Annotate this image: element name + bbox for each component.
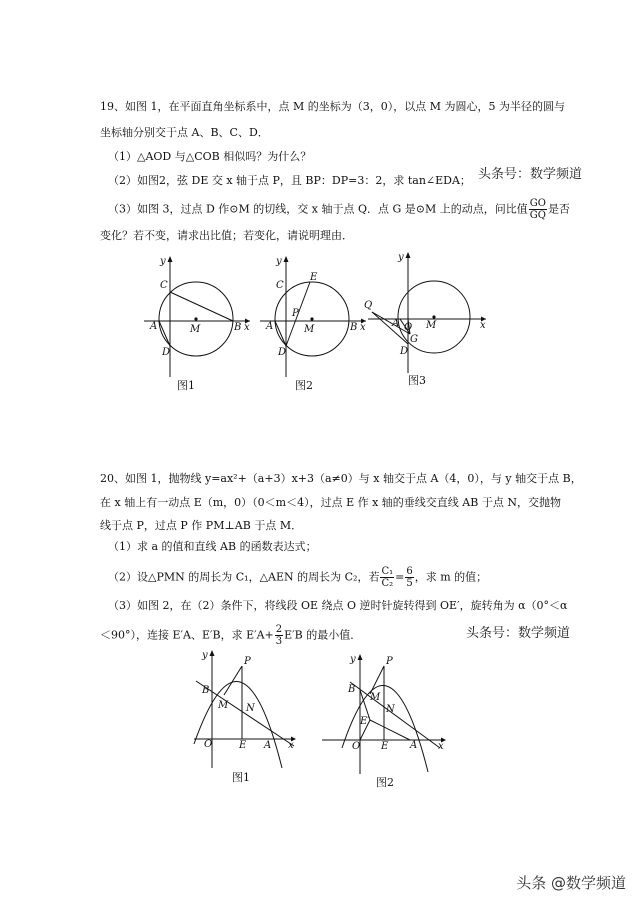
q20-value-denominator: 5 [406,578,413,589]
segment-e-prime-a [370,720,410,740]
label-y: y [276,256,282,267]
y-axis-arrow [406,252,411,258]
y-axis-arrow [168,256,173,262]
q19-fig1-caption: 图1 [177,379,195,392]
label-m: M [190,324,201,335]
label-y: y [202,650,208,661]
label-q: Q [364,300,373,311]
point-m [432,315,435,318]
footer-watermark: 头条 @数学频道 [516,874,626,892]
q20-value-ratio [405,566,413,589]
label-x: x [360,322,366,333]
label-y: y [398,252,404,263]
q20-watermark: 头条号：数学频道 [466,626,571,641]
q20-fig1-caption: 图1 [232,771,250,784]
label-m: M [426,320,437,331]
q20-line1: 20、如图 1，抛物线 y=ax²+（a+3）x+3（a≠0）与 x 轴交于点 A（4，0），与 y 轴交于点 B， [100,472,582,485]
label-n: N [386,704,395,715]
parabola [342,686,428,772]
label-x: x [480,320,486,331]
q19-ratio-numerator: GO [529,198,546,209]
label-b: B [234,322,242,333]
label-b: B [202,685,210,696]
tangent-qd [372,312,408,344]
q20-part2 [108,566,487,589]
y-axis-arrow [284,256,289,262]
q20-coefficient-denominator: 3 [275,636,283,647]
label-m: M [218,700,229,711]
segment-pm [224,666,242,695]
label-e-prime: E′ [360,716,370,727]
y-axis-arrow [358,654,363,660]
y-axis-arrow [210,650,215,656]
q20-fig2-caption: 图2 [376,776,394,789]
label-o: O [404,322,413,333]
line-ab [196,681,294,746]
label-d: D [278,347,287,358]
q20-line7 [100,624,361,647]
q20-coefficient-numerator: 2 [275,624,283,635]
label-a: A [150,321,158,332]
label-e: E [381,741,389,752]
q20-c-ratio-denominator: C₂ [381,578,394,589]
q19-figure3 [362,248,492,378]
q20-figure2 [320,652,450,777]
label-y: y [160,256,166,267]
segment-ad [275,321,286,346]
q19-fig2-caption: 图2 [295,379,313,392]
label-p: P [386,656,393,667]
label-a: A [264,740,272,751]
segment-cb [170,292,233,321]
point-m [194,317,197,320]
q19-line1: 19、如图 1，在平面直角坐标系中，点 M 的坐标为（3，0），以点 M 为圆心，5 为半径的圆与 [100,100,565,113]
q20-equals: = [395,570,405,584]
q19-figure1 [142,252,252,382]
label-p: P [244,656,251,667]
q19-ratio-denominator: GQ [529,210,546,221]
q20-coefficient [275,624,283,647]
label-a: A [392,318,400,329]
q20-line2: 在 x 轴上有一动点 E（m，0）（0＜m＜4），过点 E 作 x 轴的垂线交直线 AB 于点 N，交抛物 [100,496,561,509]
q20-line7-text-b: E′B 的最小值． [284,628,362,642]
label-g: G [410,334,418,345]
q20-part3: （3）如图 2，在（2）条件下，将线段 OE 绕点 O 逆时针旋转得到 OE′，旋转角为 α（0°＜α [108,599,568,612]
label-b: B [350,322,358,333]
q20-line3: 线于点 P，过点 P 作 PM⊥AB 于点 M． [100,519,303,532]
q20-value-numerator: 6 [406,566,413,577]
label-y: y [350,654,356,665]
label-p: P [292,308,299,319]
q20-part2-text-a: （2）设△PMN 的周长为 C₁，△AEN 的周长为 C₂，若 [108,570,380,584]
q19-line6: 变化？若不变，请求出比值；若变化，请说明理由． [100,229,353,242]
label-x: x [438,741,444,752]
label-e: E [310,272,318,283]
q19-ratio-fraction [529,198,547,221]
q19-fig3-caption: 图3 [408,374,426,387]
label-c: C [160,280,168,291]
label-a: A [266,321,274,332]
point-m [310,317,313,320]
label-n: N [246,703,255,714]
q19-part1: （1）△AOD 与△COB 相似吗？为什么？ [108,150,312,163]
q20-figure1 [190,648,300,773]
q19-part2: （2）如图2，弦 DE 交 x 轴于点 P，且 BP：DP=3：2，求 tan∠EDA； [108,174,471,187]
label-o: O [204,739,213,750]
label-e: E [239,740,247,751]
label-d: D [400,346,409,357]
q19-part3-text-a: （3）如图 3，过点 D 作⊙M 的切线，交 x 轴于点 Q．点 G 是⊙M 上的动点，问比值 [108,202,528,216]
q20-line7-text-a: ＜90°），连接 E′A、E′B，求 E′A+ [100,628,274,642]
q20-part1: （1）求 a 的值和直线 AB 的函数表达式； [108,540,317,553]
q19-watermark: 头条号：数学频道 [478,167,583,182]
segment-pm [370,666,384,694]
q20-c-ratio [380,566,394,589]
label-c: C [276,280,284,291]
label-a: A [410,740,418,751]
label-x: x [288,740,294,751]
q19-part3 [108,198,570,221]
q20-c-ratio-numerator: C₁ [381,566,394,577]
label-d: D [162,347,171,358]
label-m: M [370,692,381,703]
label-x: x [244,322,250,333]
q19-line2: 坐标轴分别交于点 A、B、C、D． [100,126,269,139]
q19-figure2 [258,252,368,382]
label-b: B [348,684,356,695]
label-m: M [304,324,315,335]
segment-ad [159,321,170,346]
label-o: O [352,741,361,752]
q19-part3-text-b: 是否 [547,202,570,216]
q20-part2-text-b: ，求 m 的值； [414,570,488,584]
